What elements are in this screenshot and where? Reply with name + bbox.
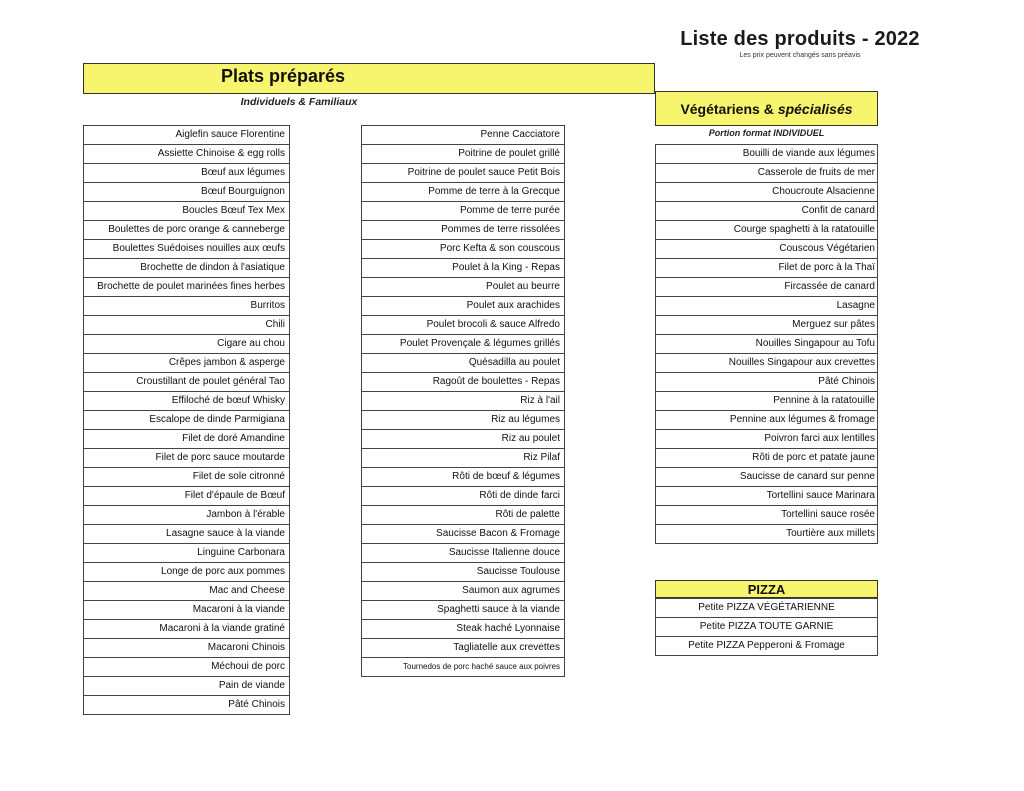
vegetarien-item: Tourtière aux millets bbox=[655, 525, 878, 544]
vegetarien-item: Confit de canard bbox=[655, 202, 878, 221]
plat-item: Poulet à la King - Repas bbox=[361, 259, 565, 278]
document-subtitle: Les prix peuvent changés sans préavis bbox=[739, 52, 861, 59]
plat-item: Crêpes jambon & asperge bbox=[83, 354, 290, 373]
plat-item: Jambon à l'érable bbox=[83, 506, 290, 525]
plat-item: Méchoui de porc bbox=[83, 658, 290, 677]
plat-item: Bœuf Bourguignon bbox=[83, 183, 290, 202]
document-title: Liste des produits - 2022 bbox=[680, 28, 920, 50]
plat-item: Saucisse Italienne douce bbox=[361, 544, 565, 563]
pizza-item: Petite PIZZA VÉGÉTARIENNE bbox=[655, 599, 878, 618]
vegetarien-item: Saucisse de canard sur penne bbox=[655, 468, 878, 487]
vegetarien-item: Lasagne bbox=[655, 297, 878, 316]
plat-item: Pomme de terre à la Grecque bbox=[361, 183, 565, 202]
plat-item: Boucles Bœuf Tex Mex bbox=[83, 202, 290, 221]
vegetarien-item: Choucroute Alsacienne bbox=[655, 183, 878, 202]
plats-title: Plats préparés bbox=[220, 66, 346, 86]
plat-item: Saucisse Bacon & Fromage bbox=[361, 525, 565, 544]
vegetarien-item: Pâté Chinois bbox=[655, 373, 878, 392]
vegetarien-item: Pennine à la ratatouille bbox=[655, 392, 878, 411]
plat-item: Saucisse Toulouse bbox=[361, 563, 565, 582]
vegetarien-item: Nouilles Singapour aux crevettes bbox=[655, 354, 878, 373]
vegetarien-item: Rôti de porc et patate jaune bbox=[655, 449, 878, 468]
plat-item: Pain de viande bbox=[83, 677, 290, 696]
plat-item: Ragoût de boulettes - Repas bbox=[361, 373, 565, 392]
plat-item: Brochette de dindon à l'asiatique bbox=[83, 259, 290, 278]
plat-item: Rôti de dinde farci bbox=[361, 487, 565, 506]
plat-item: Assiette Chinoise & egg rolls bbox=[83, 145, 290, 164]
vegetarien-item: Bouilli de viande aux légumes bbox=[655, 145, 878, 164]
plat-item: Filet de doré Amandine bbox=[83, 430, 290, 449]
plat-item: Lasagne sauce à la viande bbox=[83, 525, 290, 544]
plat-item: Longe de porc aux pommes bbox=[83, 563, 290, 582]
plat-item: Mac and Cheese bbox=[83, 582, 290, 601]
pizza-item: Petite PIZZA Pepperoni & Fromage bbox=[655, 637, 878, 656]
vegetarien-item: Courge spaghetti à la ratatouille bbox=[655, 221, 878, 240]
plat-item: Poulet Provençale & légumes grillés bbox=[361, 335, 565, 354]
plat-item: Cigare au chou bbox=[83, 335, 290, 354]
plat-item: Pomme de terre purée bbox=[361, 202, 565, 221]
vegetariens-list bbox=[655, 144, 878, 544]
vegetariens-subtitle: Portion format INDIVIDUEL bbox=[708, 128, 825, 138]
pizza-list bbox=[655, 598, 878, 656]
vegetarien-item: Couscous Végétarien bbox=[655, 240, 878, 259]
plat-item: Macaroni à la viande gratiné bbox=[83, 620, 290, 639]
plat-item: Steak haché Lyonnaise bbox=[361, 620, 565, 639]
plat-item: Poulet brocoli & sauce Alfredo bbox=[361, 316, 565, 335]
plat-item: Boulettes de porc orange & canneberge bbox=[83, 221, 290, 240]
plat-item: Saumon aux agrumes bbox=[361, 582, 565, 601]
vegetarien-item: Filet de porc à la Thaï bbox=[655, 259, 878, 278]
plat-item: Tournedos de porc haché sauce aux poivres bbox=[361, 658, 565, 677]
vegetarien-item: Merguez sur pâtes bbox=[655, 316, 878, 335]
plat-item: Effiloché de bœuf Whisky bbox=[83, 392, 290, 411]
plat-item: Filet de sole citronné bbox=[83, 468, 290, 487]
vegetarien-item: Tortellini sauce rosée bbox=[655, 506, 878, 525]
plat-item: Quésadilla au poulet bbox=[361, 354, 565, 373]
plat-item: Linguine Carbonara bbox=[83, 544, 290, 563]
plat-item: Penne Cacciatore bbox=[361, 126, 565, 145]
vegetarien-item: Poivron farci aux lentilles bbox=[655, 430, 878, 449]
plat-item: Poulet au beurre bbox=[361, 278, 565, 297]
plat-item: Pommes de terre rissolées bbox=[361, 221, 565, 240]
plat-item: Riz à l'ail bbox=[361, 392, 565, 411]
plat-item: Brochette de poulet marinées fines herbes bbox=[83, 278, 290, 297]
plat-item: Poulet aux arachides bbox=[361, 297, 565, 316]
plats-list-column-1 bbox=[83, 125, 290, 715]
plat-item: Pâté Chinois bbox=[83, 696, 290, 715]
plat-item: Rôti de bœuf & légumes bbox=[361, 468, 565, 487]
vegetarien-item: Tortellini sauce Marinara bbox=[655, 487, 878, 506]
vegetariens-banner bbox=[655, 91, 878, 126]
pizza-item: Petite PIZZA TOUTE GARNIE bbox=[655, 618, 878, 637]
plat-item: Boulettes Suédoises nouilles aux œufs bbox=[83, 240, 290, 259]
plat-item: Riz Pilaf bbox=[361, 449, 565, 468]
plat-item: Riz au poulet bbox=[361, 430, 565, 449]
vegetarien-item: Pennine aux légumes & fromage bbox=[655, 411, 878, 430]
plats-list-column-2 bbox=[361, 125, 565, 677]
vegetarien-item: Fircassée de canard bbox=[655, 278, 878, 297]
plat-item: Escalope de dinde Parmigiana bbox=[83, 411, 290, 430]
plat-item: Croustillant de poulet général Tao bbox=[83, 373, 290, 392]
vegetarien-item: Casserole de fruits de mer bbox=[655, 164, 878, 183]
plat-item: Macaroni Chinois bbox=[83, 639, 290, 658]
vegetariens-title: Végétariens & bbox=[680, 100, 774, 117]
plat-item: Burritos bbox=[83, 297, 290, 316]
plat-item: Filet d'épaule de Bœuf bbox=[83, 487, 290, 506]
pizza-banner: PIZZA bbox=[655, 580, 878, 598]
plat-item: Macaroni à la viande bbox=[83, 601, 290, 620]
plat-item: Bœuf aux légumes bbox=[83, 164, 290, 183]
plat-item: Aiglefin sauce Florentine bbox=[83, 126, 290, 145]
plat-item: Poitrine de poulet sauce Petit Bois bbox=[361, 164, 565, 183]
plat-item: Poitrine de poulet grillé bbox=[361, 145, 565, 164]
plat-item: Spaghetti sauce à la viande bbox=[361, 601, 565, 620]
plat-item: Rôti de palette bbox=[361, 506, 565, 525]
plat-item: Tagliatelle aux crevettes bbox=[361, 639, 565, 658]
vegetarien-item: Nouilles Singapour au Tofu bbox=[655, 335, 878, 354]
plat-item: Filet de porc sauce moutarde bbox=[83, 449, 290, 468]
plat-item: Chili bbox=[83, 316, 290, 335]
vegetariens-title-specialises: spécialisés bbox=[777, 100, 853, 117]
plat-item: Porc Kefta & son couscous bbox=[361, 240, 565, 259]
plats-subtitle: Individuels & Familiaux bbox=[240, 96, 358, 108]
plat-item: Riz au légumes bbox=[361, 411, 565, 430]
